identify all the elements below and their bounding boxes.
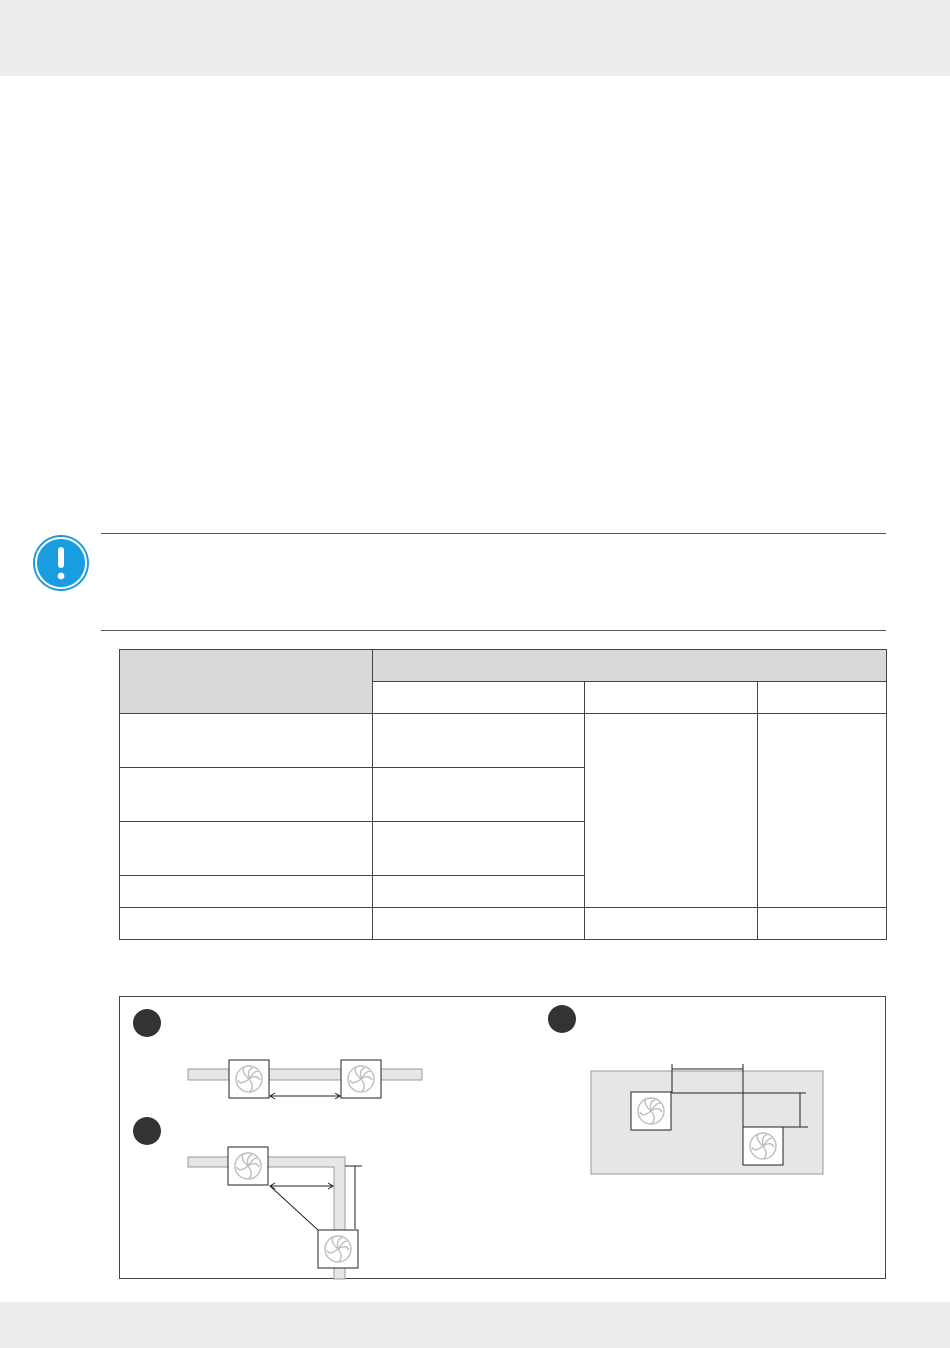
fan-unit-icon xyxy=(318,1230,358,1268)
fan-unit-icon xyxy=(228,1147,268,1185)
panel-1-marker xyxy=(133,1009,161,1037)
floor-area xyxy=(591,1071,823,1174)
page-footer-band xyxy=(0,1302,950,1348)
fan-unit-icon xyxy=(341,1060,381,1098)
fan-unit-icon xyxy=(229,1060,269,1098)
panel-2-marker xyxy=(133,1117,161,1145)
fan-unit-icon xyxy=(743,1127,783,1165)
fan-unit-icon xyxy=(631,1092,671,1130)
panel-3-marker xyxy=(548,1005,576,1033)
wall xyxy=(188,1069,422,1080)
